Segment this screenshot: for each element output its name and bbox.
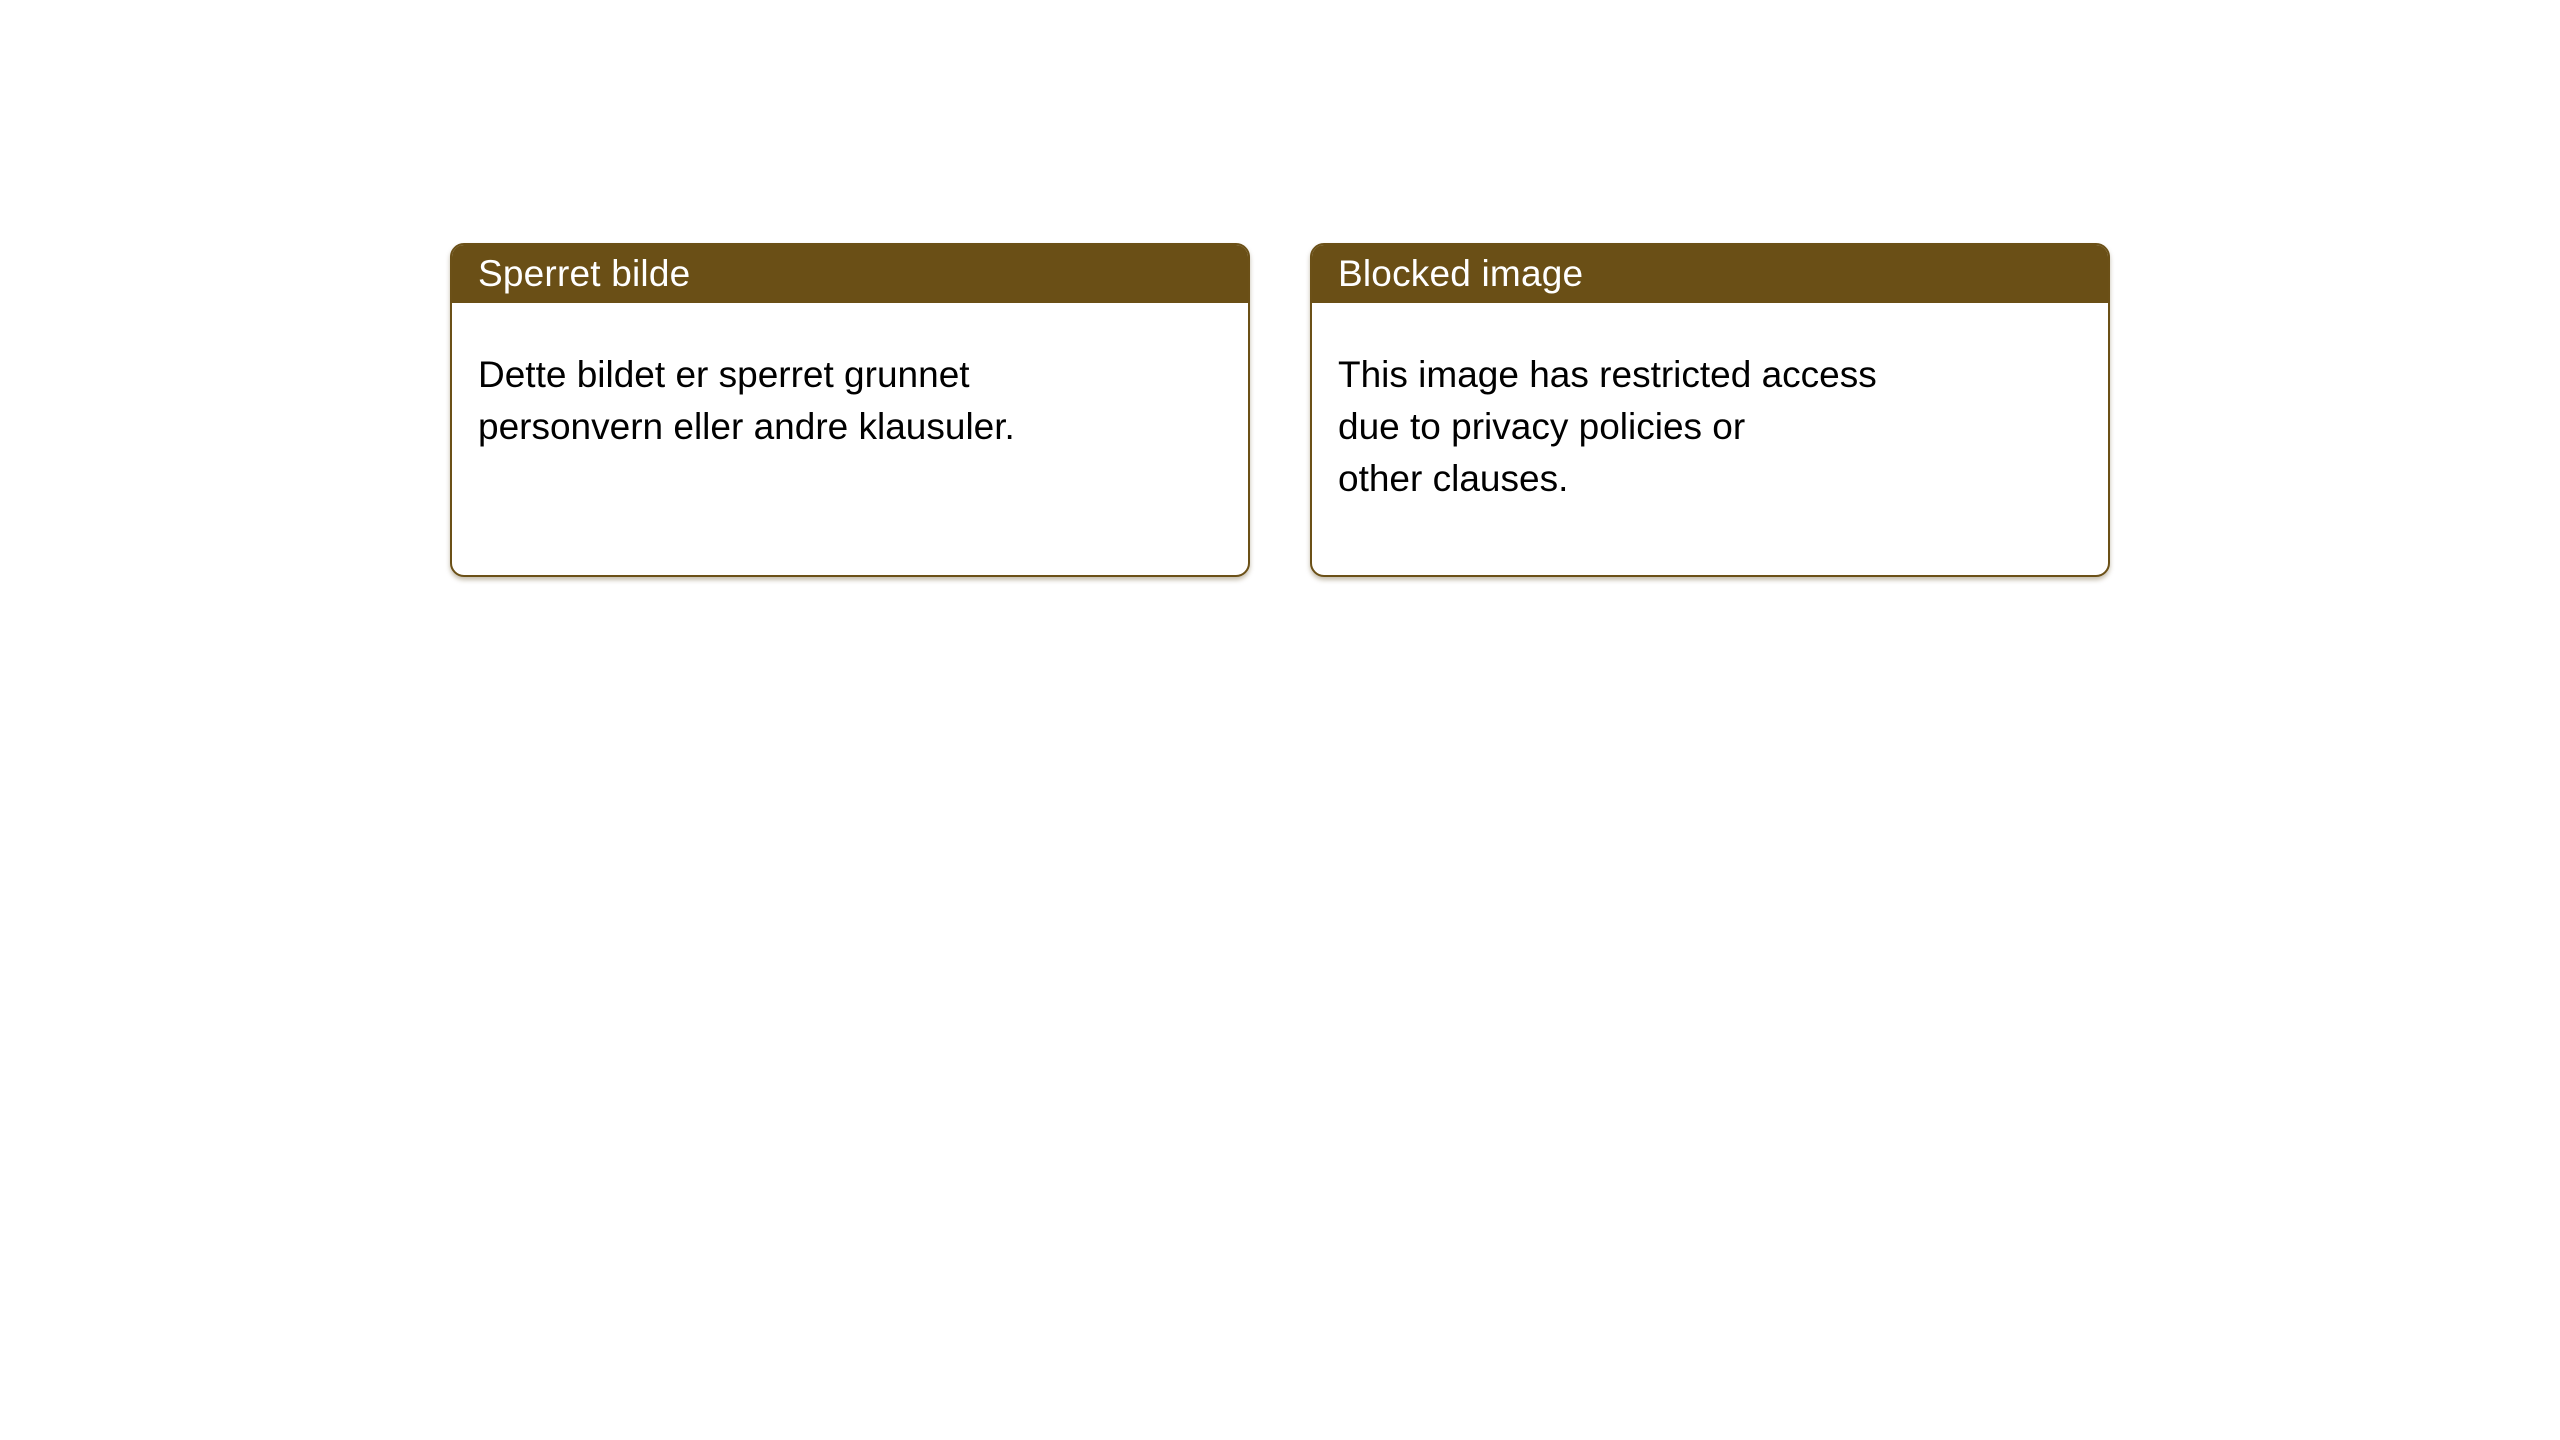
blocked-image-card-english [1310, 243, 2110, 577]
blocked-image-card-norwegian [450, 243, 1250, 577]
notice-text-line: This image has restricted access [1338, 354, 1877, 395]
card-header-english [1312, 245, 2108, 303]
notice-text-line: other clauses. [1338, 458, 1569, 499]
notice-text-line: Dette bildet er sperret grunnet [478, 354, 970, 395]
card-body-english [1312, 303, 2108, 505]
card-body-norwegian [452, 303, 1248, 453]
notice-text-line: due to privacy policies or [1338, 406, 1746, 447]
notice-text-line: personvern eller andre klausuler. [478, 406, 1015, 447]
card-title-english: Blocked image [1338, 253, 1584, 294]
card-title-norwegian: Sperret bilde [478, 253, 691, 294]
card-header-norwegian [452, 245, 1248, 303]
